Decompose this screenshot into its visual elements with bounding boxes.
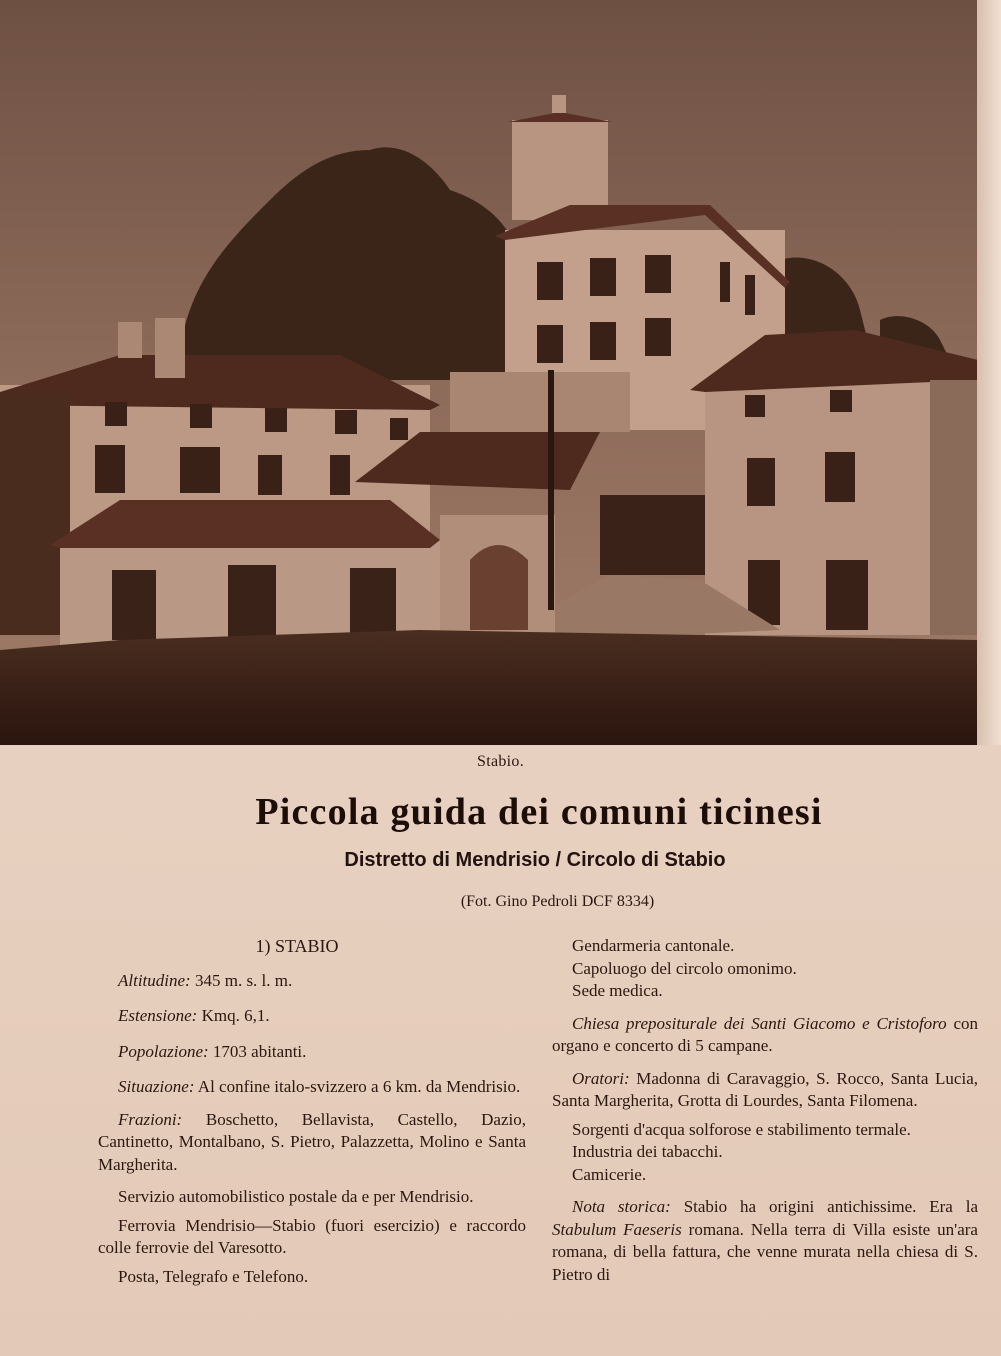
section-heading: 1) STABIO bbox=[255, 936, 339, 956]
rail-service: Ferrovia Mendrisio—Stabio (fuori esercizio) e raccordo colle ferrovie del Varesotto. bbox=[98, 1215, 526, 1257]
page-title: Piccola guida dei comuni ticinesi bbox=[255, 791, 823, 833]
springs: Sorgenti d'acqua solforose e stabilimento termale. bbox=[572, 1119, 911, 1139]
history-label: Nota storica: bbox=[572, 1197, 671, 1216]
photo-caption: Stabio. bbox=[477, 753, 524, 770]
history-part2: romana. Nella terra di Villa esiste un'ara romana, di bella fattura, che venne murata nella chiesa di S. Pietro di bbox=[552, 1219, 978, 1284]
shirts: Camicerie. bbox=[572, 1164, 647, 1184]
altitude-value: 345 m. s. l. m. bbox=[190, 970, 293, 990]
tobacco: Industria dei tabacchi. bbox=[572, 1142, 723, 1161]
history-latin: Stabulum Faeseris bbox=[552, 1219, 682, 1239]
hamlets-label: Frazioni: bbox=[118, 1109, 183, 1129]
situation-entry bbox=[98, 1076, 526, 1099]
population-value: 1703 abitanti. bbox=[208, 1041, 307, 1061]
oratories-value: Madonna di Caravaggio, S. Rocco, Santa Lucia, Santa Margherita, Grotta di Lourdes, Santa Filomena. bbox=[552, 1068, 978, 1110]
page-subtitle: Distretto di Mendrisio / Circolo di Stabio bbox=[344, 849, 726, 871]
bus-service: Servizio automobilistico postale da e per Mendrisio. bbox=[118, 1187, 474, 1206]
population-label: Popolazione: bbox=[118, 1041, 209, 1061]
extension-value: Kmq. 6,1. bbox=[197, 1006, 270, 1025]
history-entry bbox=[552, 1196, 978, 1286]
oratories-entry bbox=[552, 1068, 978, 1113]
oratories-label: Oratori: bbox=[572, 1068, 630, 1088]
page-edge bbox=[977, 0, 1001, 745]
church-label: Chiesa prepositurale dei Santi Giacomo e Cristoforo bbox=[572, 1013, 947, 1033]
photo-credit: (Fot. Gino Pedroli DCF 8334) bbox=[460, 893, 655, 910]
population-entry bbox=[98, 1041, 526, 1064]
post-service: Posta, Telegrafo e Telefono. bbox=[118, 1266, 309, 1286]
history-part1: Stabio ha origini antichissime. Era la bbox=[670, 1197, 978, 1216]
hamlets-value: Boschetto, Bellavista, Castello, Dazio, Cantinetto, Montalbano, S. Pietro, Palazzetta, Molino e Santa Margherita. bbox=[98, 1109, 526, 1174]
gendarmeria: Gendarmeria cantonale. bbox=[572, 936, 735, 955]
left-column bbox=[98, 935, 526, 1288]
situation-value: Al confine italo-svizzero a 6 km. da Mendrisio. bbox=[194, 1077, 521, 1096]
extension-label: Estensione: bbox=[118, 1006, 198, 1025]
altitude-label: Altitudine: bbox=[118, 970, 191, 990]
sede-medica: Sede medica. bbox=[572, 981, 663, 1000]
right-column bbox=[552, 935, 978, 1292]
extension-entry bbox=[98, 1005, 526, 1028]
church-entry bbox=[552, 1013, 978, 1058]
church-value: con organo e concerto di 5 campane. bbox=[552, 1013, 978, 1055]
situation-label: Situazione: bbox=[118, 1077, 195, 1096]
hamlets-entry bbox=[98, 1109, 526, 1177]
capoluogo: Capoluogo del circolo omonimo. bbox=[572, 958, 797, 978]
altitude-entry bbox=[98, 970, 526, 993]
